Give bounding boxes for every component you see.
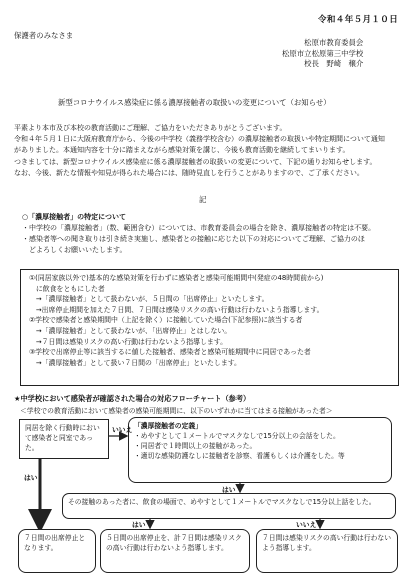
body-paragraph: つきましては、新型コロナウイルス感染症に係る濃厚接触者の取扱いの変更について、下記の通りお知らせします。 bbox=[14, 157, 377, 166]
criteria-line: →「濃厚接触者」として扱わないが、５日間の「出席停止」といたします。 bbox=[29, 295, 269, 304]
definition-item: ・めやすとして１メートルでマスクなしで15分以上の会話をした。 bbox=[134, 432, 340, 440]
criteria-line: ②学校で感染者と感染期間中（上記を除く）に接触していた場合(下記参照)に該当する者 bbox=[29, 316, 303, 325]
ki-heading: 記 bbox=[199, 195, 207, 204]
criteria-line: ①(同居家族以外で)基本的な感染対策を行わずに感染者と感染可能期間中(発症の48時間前から) bbox=[29, 274, 324, 282]
definition-item: ・同居者で１時間以上の接触があった。 bbox=[134, 442, 257, 450]
body-paragraph: 令和４年５月１日に大阪府教育庁から、今後の中学校（義務学校含む）の濃厚接触者の取扱いや特定期間について通知 bbox=[14, 135, 385, 144]
body-paragraph: 平素より本市及び本校の教育活動にご理解、ご協力をいただきありがとうございます。 bbox=[14, 124, 287, 132]
flow-label-no: いいえ bbox=[112, 426, 133, 434]
flow-label-yes: はい bbox=[132, 521, 146, 529]
flowchart-subtitle: ＜学校での教育活動において感染者の感染可能期間に、以下のいずれかに当てはまる接触があった者＞ bbox=[20, 407, 333, 415]
document-date: 令和４年５月１０日 bbox=[318, 15, 399, 25]
section-line: どよろしくお願いいたします。 bbox=[22, 246, 127, 254]
criteria-line: →出席停止期間を加えた７日間、７日間は感染リスクの高い行動は行わないよう指導します。 bbox=[29, 305, 324, 314]
criteria-line: →７日間は感染リスクの高い行動は行わないよう指導します。 bbox=[29, 337, 228, 346]
flow-result-suspension-7days: ７日間の出席停止となります。 bbox=[18, 529, 96, 573]
criteria-line: →「濃厚接触者」として扱わないが、「出席停止」とはしない。 bbox=[29, 326, 232, 335]
body-paragraph: がありました。本通知内容を十分に踏まえながら感染対策を講じ、今後も教育活動を継続してまいります。 bbox=[14, 146, 350, 155]
flow-label-yes: はい bbox=[222, 486, 236, 494]
flow-result-caution-7days: ７日間は感染リスクの高い行動は行わないよう指導します。 bbox=[256, 529, 398, 573]
criteria-line: ③学校で出席停止等に該当するに値した接触者、感染者と感染可能期間中に同居であった者 bbox=[29, 348, 311, 357]
criteria-line: →「濃厚接触者」として扱い７日間の「出席停止」といたします。 bbox=[29, 358, 241, 367]
criteria-line: に飲食をともにした者 bbox=[29, 284, 105, 293]
flow-close-contact-definition bbox=[128, 417, 392, 483]
definition-item: ・適切な感染防護なしに接触者を診察、看護もしくは介護をした。等 bbox=[134, 452, 345, 460]
document-title: 新型コロナウイルス感染症に係る濃厚接触者の取扱いの変更について（お知らせ） bbox=[58, 98, 331, 107]
section-heading: ○「濃厚接触者」の特定について bbox=[22, 213, 126, 221]
sender-line: 松原市教育委員会 bbox=[304, 38, 364, 47]
section-line: ・感染者等への聞き取りは引き続き実施し、感染者との接触に応じた以下の対応についてご理解、ご協力のほ bbox=[22, 235, 365, 243]
sender-line: 松原市立松原第三中学校 bbox=[282, 48, 364, 58]
flow-label-yes: はい bbox=[24, 474, 38, 482]
flow-question-same-room: 同居を除く行動時において感染者と同室であった。 bbox=[19, 419, 109, 459]
sender-line: 校長 野崎 穣介 bbox=[304, 59, 364, 68]
flow-question-eating: その接触のあった者に、飲食の場面で、めやすとして１メートルでマスクなしで15分以上話をした。 bbox=[62, 493, 396, 519]
definition-title: 「濃厚接触者の定義」 bbox=[134, 422, 202, 430]
flow-label-no: いいえ bbox=[296, 521, 317, 529]
body-paragraph: なお、今後、新たな情報や知見が得られた場合には、随時見直しを行うことがありますので、ご了承ください。 bbox=[14, 168, 364, 177]
flow-result-suspension-5days: ５日間の出席停止を、計７日間は感染リスクの高い行動は行わないよう指導します。 bbox=[100, 529, 250, 573]
flowchart-title: ★中学校において感染者が確認された場合の対応フローチャート（参考） bbox=[14, 394, 251, 403]
section-line: ・中学校の「濃厚接触者」（数、範囲含む）については、市教育委員会の場合を除き、濃厚接触者の特定は不要。 bbox=[22, 224, 376, 232]
addressee: 保護者のみなさま bbox=[14, 31, 74, 40]
